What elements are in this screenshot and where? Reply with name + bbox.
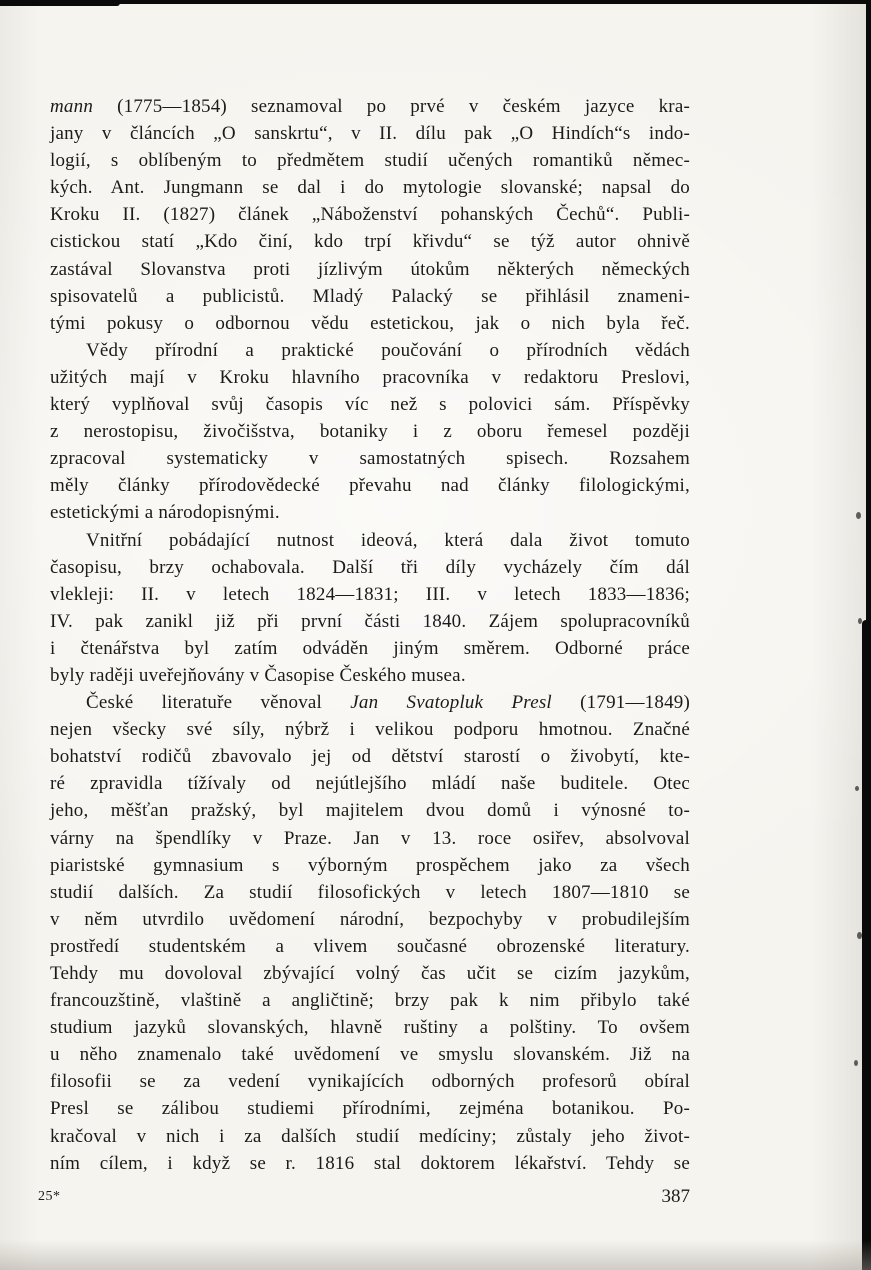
body-text: studií dalších. Za studií filosofických v letech 1807—1810 se: [50, 881, 690, 903]
body-text: byly raději uveřejňovány v Časopise Českého musea.: [50, 664, 466, 686]
text-line: [50, 554, 690, 581]
text-line: [50, 364, 690, 391]
text-line: [50, 120, 690, 147]
text-line: [50, 879, 690, 906]
body-text: nejen všecky své síly, nýbrž i velikou podporu hmotnou. Značné: [50, 719, 690, 741]
paragraph: [50, 93, 690, 337]
body-text: zpracoval systematicky v samostatných spisech. Rozsahem: [50, 448, 690, 470]
body-text: (1775—1854) seznamoval po prvé v českém jazyce kra-: [93, 96, 690, 117]
text-line: [50, 906, 690, 933]
body-text: cistickou statí „Kdo činí, kdo trpí křivdu“ se týž autor ohnivě: [50, 231, 690, 253]
body-text: Kroku II. (1827) článek „Náboženství pohanských Čechů“. Publi-: [50, 204, 690, 226]
body-text: logií, s oblíbeným to předmětem studií učených romantiků němec-: [50, 150, 690, 172]
body-text: Vědy přírodní a praktické poučování o přírodních vědách: [86, 339, 690, 361]
text-line: [50, 581, 690, 608]
body-text: studium jazyků slovanských, hlavně ruštiny a polštiny. To ovšem: [50, 1017, 690, 1039]
text-line: [50, 174, 690, 201]
body-text: časopisu, brzy ochabovala. Další tři díly vycházely čím dál: [50, 556, 690, 578]
body-text: v něm utvrdilo uvědomení národní, bezpochyby v probudilejším: [50, 908, 690, 930]
text-line: [50, 472, 690, 499]
paragraph: [50, 689, 690, 1177]
text-line: [50, 256, 690, 283]
text-line: [50, 770, 690, 797]
body-text: francouzštině, vlaštině a angličtině; brzy pak k nim přibylo také: [50, 990, 690, 1012]
text-line: [50, 310, 690, 337]
scan-bottom-shadow: [0, 1240, 871, 1270]
body-text: užitých mají v Kroku hlavního pracovníka v redaktoru Preslovi,: [50, 366, 690, 388]
body-text: bohatství rodičů zbavovalo jej od dětství starostí o živobytí, kte-: [50, 746, 690, 768]
text-line: [50, 960, 690, 987]
text-line: [50, 1041, 690, 1068]
text-line: [50, 662, 690, 689]
footer-signature-mark: 25*: [38, 1189, 61, 1204]
text-line: [50, 1123, 690, 1150]
body-text: (1791—1849): [551, 692, 690, 714]
body-text: tými pokusy o odbornou vědu estetickou, jak o nich byla řeč.: [50, 312, 690, 334]
text-line: [50, 201, 690, 228]
paragraph: [50, 527, 690, 690]
body-text: kračoval v nich i za dalších studií medíciny; zůstaly jeho život-: [50, 1125, 690, 1147]
body-text: z nerostopisu, živočišstva, botaniky i z oboru řemesel později: [50, 421, 690, 443]
body-text: zastával Slovanstva proti jízlivým útokům některých německých: [50, 258, 690, 280]
text-line: [50, 228, 690, 255]
body-text: u něho znamenalo také uvědomení ve smyslu slovanském. Již na: [50, 1044, 690, 1066]
scan-edge-top-left: [0, 0, 120, 6]
text-line: [50, 147, 690, 174]
body-text: prostředí studentském a vlivem současné obrozenské literatury.: [50, 935, 690, 957]
text-line: [50, 1014, 690, 1041]
text-line: [50, 852, 690, 879]
body-text: i čtenářstva byl zatím odváděn jiným směrem. Odborné práce: [50, 637, 690, 659]
text-line: [50, 797, 690, 824]
text-line: [50, 1068, 690, 1095]
body-text: jeho, měšťan pražský, byl majitelem dvou domů i výnosné to-: [50, 800, 690, 822]
body-text: filosofii se za vedení vynikajících odborných profesorů obíral: [50, 1071, 690, 1093]
text-line: [50, 445, 690, 472]
text-line: [50, 93, 690, 120]
body-text: kých. Ant. Jungmann se dal i do mytologie slovanské; napsal do: [50, 177, 690, 199]
ink-speck: [855, 786, 859, 791]
text-line: [50, 743, 690, 770]
body-text: České literatuře věnoval: [86, 692, 351, 714]
body-text: ré zpravidla tížívaly od nejútlejšího mládí naše buditele. Otec: [50, 773, 690, 795]
italic-text: mann: [50, 96, 94, 117]
text-line: [50, 825, 690, 852]
text-line: [50, 635, 690, 662]
page-footer: [38, 1186, 690, 1210]
scan-edge-right-lower: [862, 620, 871, 1270]
text-line: [50, 499, 690, 526]
footer-page-number: 387: [661, 1186, 690, 1207]
body-text: měly články přírodovědecké převahu nad články filologickými,: [50, 475, 690, 497]
text-line: [50, 527, 690, 554]
scan-edge-top: [0, 0, 871, 4]
body-text: piaristské gymnasium s výborným prospěchem jako za všech: [50, 854, 690, 876]
body-text: Presl se zálibou studiemi přírodními, zejména botanikou. Po-: [50, 1098, 690, 1120]
text-line: [50, 391, 690, 418]
text-line: [50, 1150, 690, 1177]
ink-speck: [858, 618, 862, 624]
text-line: [50, 283, 690, 310]
body-text: IV. pak zanikl již při první části 1840. Zájem spolupracovníků: [50, 610, 690, 632]
ink-speck: [854, 1060, 858, 1066]
text-line: [50, 608, 690, 635]
text-line: [50, 418, 690, 445]
body-text: vlekleji: II. v letech 1824—1831; III. v letech 1833—1836;: [50, 583, 690, 605]
body-text: spisovatelů a publicistů. Mladý Palacký se přihlásil znameni-: [50, 285, 690, 307]
text-line: [50, 987, 690, 1014]
text-line: [50, 1095, 690, 1122]
body-text: estetickými a národopisnými.: [50, 502, 280, 524]
body-text: ním cílem, i když se r. 1816 stal doktorem lékařství. Tehdy se: [50, 1152, 690, 1174]
body-text: Tehdy mu dovoloval zbývající volný čas učit se cizím jazykům,: [50, 963, 690, 984]
body-text: várny na špendlíky v Praze. Jan v 13. roce osiřev, absolvoval: [50, 827, 690, 849]
text-line: [50, 933, 690, 960]
ink-speck: [856, 512, 861, 519]
text-line: [50, 689, 690, 716]
body-text: který vyplňoval svůj časopis víc než s polovici sám. Příspěvky: [50, 394, 690, 416]
paragraph: [50, 337, 690, 527]
text-line: [50, 716, 690, 743]
text-line: [50, 337, 690, 364]
body-text: Vnitřní pobádající nutnost ideová, která dala život tomuto: [86, 529, 690, 551]
ink-speck: [857, 932, 862, 939]
italic-text: Jan Svatopluk Presl: [350, 692, 552, 714]
text-block: [50, 93, 690, 1177]
body-text: jany v článcích „O sanskrtu“, v II. dílu pak „O Hindích“s indo-: [50, 123, 690, 145]
